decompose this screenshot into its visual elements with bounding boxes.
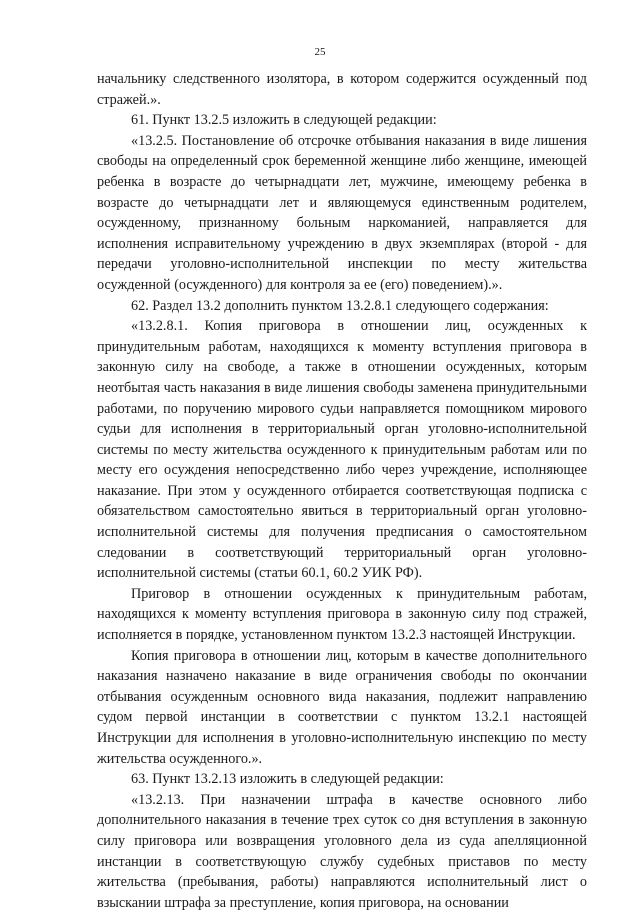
paragraph-item-61: 61. Пункт 13.2.5 изложить в следующей редакции: — [131, 112, 437, 129]
paragraph-item-62: 62. Раздел 13.2 дополнить пунктом 13.2.8.1 следующего содержания: — [131, 297, 549, 314]
paragraph-item-62-part-2: Приговор в отношении осужденных к принудительным работам, находящихся к моменту вступления приговора в законную силу под стражей, исполняется в порядке, установленном пунктом 13.2.3 настоящей Инструкции. — [97, 585, 587, 644]
paragraph-item-62-quote: «13.2.8.1. Копия приговора в отношении лиц, осужденных к принудительным работам, находящихся к моменту вступления приговора в законную силу на свободе, а также в отношении осужденных, которым неотбытая часть наказания в виде лишения свободы заменена принудительными работами, по поручению мирового судьи направляется помощником мирового судьи для исполнения в территориальный орган уголовно-исполнительной системы по месту жительства осужденного к принудительным работам или по месту его осуждения непосредственно либо через учреждение, исполняющее наказание. При этом у осужденного отбирается соответствующая подписка с обязательством самостоятельно явиться в территориальный орган уголовно-исполнительной системы для получения предписания о самостоятельном следовании в соответствующий территориальный орган уголовно-исполнительной системы (статьи 60.1, 60.2 УИК РФ). — [97, 318, 587, 582]
document-body — [97, 69, 587, 913]
paragraph-item-62-part-3: Копия приговора в отношении лиц, которым в качестве дополнительного наказания назначено наказание в виде ограничения свободы по окончании отбывания осужденным основного вида наказания, подлежит направлению судом первой инстанции в соответствии с пунктом 13.2.1 настоящей Инструкции для исполнения в уголовно-исполнительную инспекцию по месту жительства осужденного.». — [97, 647, 587, 767]
page-number: 25 — [314, 46, 326, 58]
paragraph-item-63: 63. Пункт 13.2.13 изложить в следующей редакции: — [131, 771, 444, 788]
paragraph-item-61-quote: «13.2.5. Постановление об отсрочке отбывания наказания в виде лишения свободы на определенный срок беременной женщине либо женщине, имеющей ребенка в возрасте до четырнадцати лет, мужчине, имеющему ребенка в возрасте до четырнадцати лет и являющемуся единственным родителем, осужденному, признанному больным наркоманией, направляется для исполнения исправительному учреждению в двух экземплярах (второй - для передачи уголовно-исполнительной инспекции по месту жительства осужденной (осужденного) для контроля за ее (его) поведением).». — [97, 132, 587, 293]
paragraph-continuation: начальнику следственного изолятора, в котором содержится осужденный под стражей.». — [97, 71, 587, 108]
paragraph-item-63-quote: «13.2.13. При назначении штрафа в качестве основного либо дополнительного наказания в течение трех суток со дня вступления в законную силу приговора или возвращения уголовного дела из суда апелляционной инстанции в соответствующую службу судебных приставов по месту жительства (пребывания, работы) направляются исполнительный лист о взыскании штрафа за преступление, копия приговора, на основании — [97, 791, 587, 911]
